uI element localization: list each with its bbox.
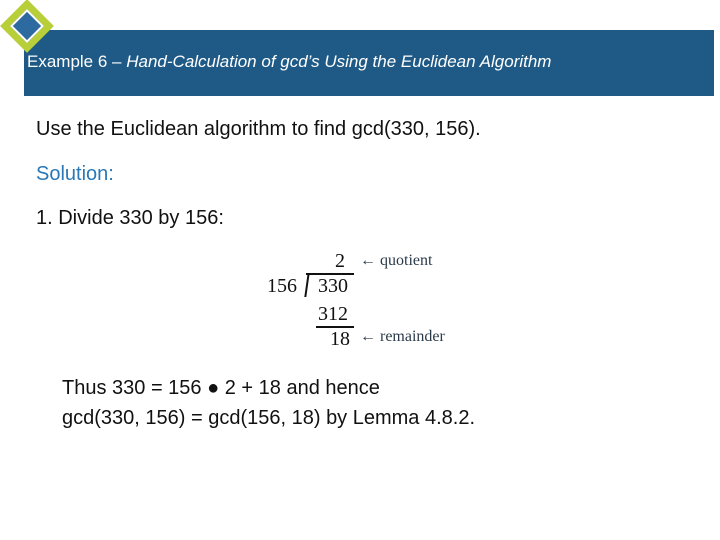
- divisor-value: 156: [267, 275, 297, 297]
- title-text: Hand-Calculation of gcd’s Using the Euclidean Algorithm: [126, 52, 552, 71]
- problem-statement: Use the Euclidean algorithm to find gcd(330, 156).: [36, 118, 481, 140]
- step-one: 1. Divide 330 by 156:: [36, 207, 224, 229]
- conclusion-line-2: gcd(330, 156) = gcd(156, 18) by Lemma 4.8.2.: [62, 407, 476, 429]
- remainder-value: 18: [330, 328, 350, 350]
- page-title: [27, 52, 551, 72]
- quotient-annotation: ← quotient: [360, 252, 433, 269]
- remainder-annotation: ← remainder: [360, 328, 445, 345]
- conclusion-line-1: Thus 330 = 156 ● 2 + 18 and hence: [62, 377, 380, 399]
- quotient-value: 2: [335, 250, 345, 272]
- title-prefix: Example 6 –: [27, 52, 127, 71]
- dividend-value: 330: [318, 275, 348, 297]
- solution-label: Solution:: [36, 163, 114, 185]
- logo-diamond-inner: [10, 9, 44, 43]
- division-bracket: [304, 273, 309, 297]
- product-value: 312: [318, 303, 348, 325]
